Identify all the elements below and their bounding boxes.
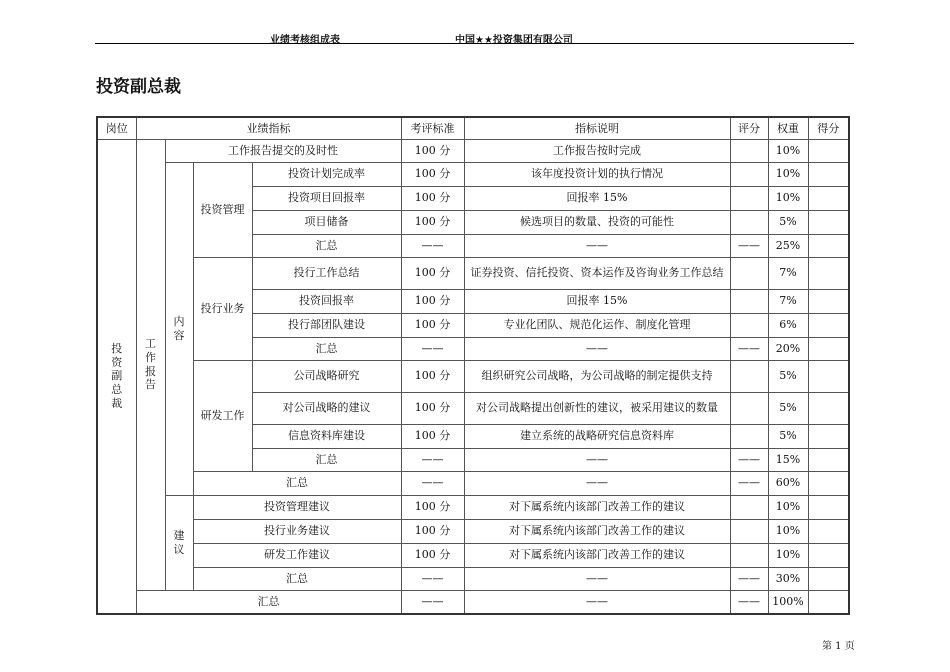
points-cell <box>808 139 849 162</box>
weight-cell: 7% <box>768 289 808 313</box>
standard-cell: 100 分 <box>401 495 464 519</box>
points-cell <box>808 471 849 495</box>
header-divider <box>95 43 854 44</box>
description-cell: 组织研究公司战略，为公司战略的制定提供支持 <box>464 360 730 392</box>
points-cell <box>808 543 849 567</box>
weight-cell: 10% <box>768 543 808 567</box>
table-row <box>97 162 849 186</box>
table-row <box>97 360 849 392</box>
description-cell: —— <box>464 471 730 495</box>
col-header-standard: 考评标准 <box>401 117 464 139</box>
weight-cell: 30% <box>768 567 808 590</box>
suggest-group-cell: 建议 <box>165 495 193 590</box>
points-cell <box>808 257 849 289</box>
description-cell: 回报率 15% <box>464 186 730 210</box>
indicator-cell: 投资项目回报率 <box>252 186 401 210</box>
description-cell: 对公司战略提出创新性的建议，被采用建议的数量 <box>464 392 730 424</box>
points-cell <box>808 567 849 590</box>
weight-cell: 100% <box>768 590 808 614</box>
description-cell: 该年度投资计划的执行情况 <box>464 162 730 186</box>
invest-bank-group-cell: 投行业务 <box>193 257 252 360</box>
standard-cell: 100 分 <box>401 289 464 313</box>
indicator-cell: 研发工作建议 <box>193 543 401 567</box>
col-header-indicator: 业绩指标 <box>136 117 401 139</box>
standard-cell: —— <box>401 234 464 257</box>
standard-cell: 100 分 <box>401 392 464 424</box>
score-cell: —— <box>730 337 768 360</box>
standard-cell: 100 分 <box>401 424 464 448</box>
description-cell: 对下属系统内该部门改善工作的建议 <box>464 543 730 567</box>
score-cell <box>730 257 768 289</box>
indicator-cell: 投行部团队建设 <box>252 313 401 337</box>
page-number: 第 1 页 <box>822 641 855 652</box>
standard-cell: —— <box>401 567 464 590</box>
weight-cell: 10% <box>768 495 808 519</box>
grand-total-row <box>97 590 849 614</box>
col-header-weight: 权重 <box>768 117 808 139</box>
table-row <box>97 543 849 567</box>
description-cell: 专业化团队、规范化运作、制度化管理 <box>464 313 730 337</box>
indicator-cell: 汇总 <box>252 337 401 360</box>
score-cell <box>730 360 768 392</box>
weight-cell: 10% <box>768 139 808 162</box>
points-cell <box>808 162 849 186</box>
standard-cell: —— <box>401 471 464 495</box>
weight-cell: 10% <box>768 186 808 210</box>
score-cell <box>730 313 768 337</box>
score-cell: —— <box>730 471 768 495</box>
description-cell: —— <box>464 567 730 590</box>
score-cell <box>730 289 768 313</box>
description-cell: 建立系统的战略研究信息资料库 <box>464 424 730 448</box>
weight-cell: 5% <box>768 360 808 392</box>
indicator-cell: 投资管理建议 <box>193 495 401 519</box>
col-header-points: 得分 <box>808 117 849 139</box>
research-group-cell: 研发工作 <box>193 360 252 471</box>
header-doc-type: 业绩考核组成表 <box>270 35 340 46</box>
standard-cell: 100 分 <box>401 519 464 543</box>
indicator-cell: 汇总 <box>252 448 401 471</box>
weight-cell: 25% <box>768 234 808 257</box>
page-title: 投资副总裁 <box>96 77 181 97</box>
description-cell: 对下属系统内该部门改善工作的建议 <box>464 519 730 543</box>
points-cell <box>808 590 849 614</box>
standard-cell: —— <box>401 337 464 360</box>
invest-mgmt-group-cell: 投资管理 <box>193 162 252 257</box>
standard-cell: 100 分 <box>401 313 464 337</box>
description-cell: 工作报告按时完成 <box>464 139 730 162</box>
points-cell <box>808 424 849 448</box>
description-cell: —— <box>464 448 730 471</box>
col-header-score: 评分 <box>730 117 768 139</box>
score-cell: —— <box>730 234 768 257</box>
score-cell <box>730 210 768 234</box>
standard-cell: 100 分 <box>401 210 464 234</box>
score-cell <box>730 424 768 448</box>
indicator-cell: 公司战略研究 <box>252 360 401 392</box>
subtotal-row <box>97 471 849 495</box>
standard-cell: 100 分 <box>401 360 464 392</box>
description-cell: 对下属系统内该部门改善工作的建议 <box>464 495 730 519</box>
table-row <box>97 495 849 519</box>
points-cell <box>808 337 849 360</box>
header-company: 中国★★投资集团有限公司 <box>455 35 573 46</box>
points-cell <box>808 392 849 424</box>
description-cell: 回报率 15% <box>464 289 730 313</box>
score-cell <box>730 139 768 162</box>
weight-cell: 5% <box>768 424 808 448</box>
table-row <box>97 519 849 543</box>
points-cell <box>808 289 849 313</box>
weight-cell: 5% <box>768 392 808 424</box>
description-cell: —— <box>464 234 730 257</box>
score-cell <box>730 543 768 567</box>
standard-cell: —— <box>401 448 464 471</box>
standard-cell: 100 分 <box>401 257 464 289</box>
table-row <box>97 257 849 289</box>
standard-cell: 100 分 <box>401 186 464 210</box>
performance-table <box>96 116 850 615</box>
standard-cell: 100 分 <box>401 543 464 567</box>
score-cell <box>730 495 768 519</box>
indicator-cell: 投资回报率 <box>252 289 401 313</box>
indicator-cell: 信息资料库建设 <box>252 424 401 448</box>
points-cell <box>808 495 849 519</box>
indicator-cell: 投资计划完成率 <box>252 162 401 186</box>
score-cell: —— <box>730 590 768 614</box>
weight-cell: 20% <box>768 337 808 360</box>
indicator-cell: 对公司战略的建议 <box>252 392 401 424</box>
description-cell: 候选项目的数量、投资的可能性 <box>464 210 730 234</box>
points-cell <box>808 210 849 234</box>
indicator-cell: 汇总 <box>252 234 401 257</box>
weight-cell: 15% <box>768 448 808 471</box>
indicator-cell: 项目储备 <box>252 210 401 234</box>
weight-cell: 6% <box>768 313 808 337</box>
points-cell <box>808 360 849 392</box>
score-cell <box>730 162 768 186</box>
indicator-cell: 投行工作总结 <box>252 257 401 289</box>
standard-cell: —— <box>401 590 464 614</box>
indicator-cell: 汇总 <box>193 567 401 590</box>
subtotal-row <box>97 567 849 590</box>
score-cell <box>730 519 768 543</box>
weight-cell: 7% <box>768 257 808 289</box>
table-row <box>97 139 849 162</box>
score-cell <box>730 392 768 424</box>
col-header-description: 指标说明 <box>464 117 730 139</box>
points-cell <box>808 448 849 471</box>
report-group-cell: 工作报告 <box>136 139 165 590</box>
score-cell <box>730 186 768 210</box>
weight-cell: 5% <box>768 210 808 234</box>
points-cell <box>808 519 849 543</box>
points-cell <box>808 234 849 257</box>
weight-cell: 10% <box>768 162 808 186</box>
score-cell: —— <box>730 567 768 590</box>
col-header-position: 岗位 <box>97 117 136 139</box>
description-cell: 证券投资、信托投资、资本运作及咨询业务工作总结 <box>464 257 730 289</box>
points-cell <box>808 313 849 337</box>
indicator-cell: 工作报告提交的及时性 <box>165 139 401 162</box>
description-cell: —— <box>464 590 730 614</box>
standard-cell: 100 分 <box>401 162 464 186</box>
content-group-cell: 内容 <box>165 162 193 495</box>
indicator-cell: 投行业务建议 <box>193 519 401 543</box>
description-cell: —— <box>464 337 730 360</box>
score-cell: —— <box>730 448 768 471</box>
position-cell: 投资副总裁 <box>97 139 136 614</box>
standard-cell: 100 分 <box>401 139 464 162</box>
table-header-row <box>97 117 849 139</box>
weight-cell: 10% <box>768 519 808 543</box>
weight-cell: 60% <box>768 471 808 495</box>
points-cell <box>808 186 849 210</box>
indicator-cell: 汇总 <box>136 590 401 614</box>
indicator-cell: 汇总 <box>193 471 401 495</box>
